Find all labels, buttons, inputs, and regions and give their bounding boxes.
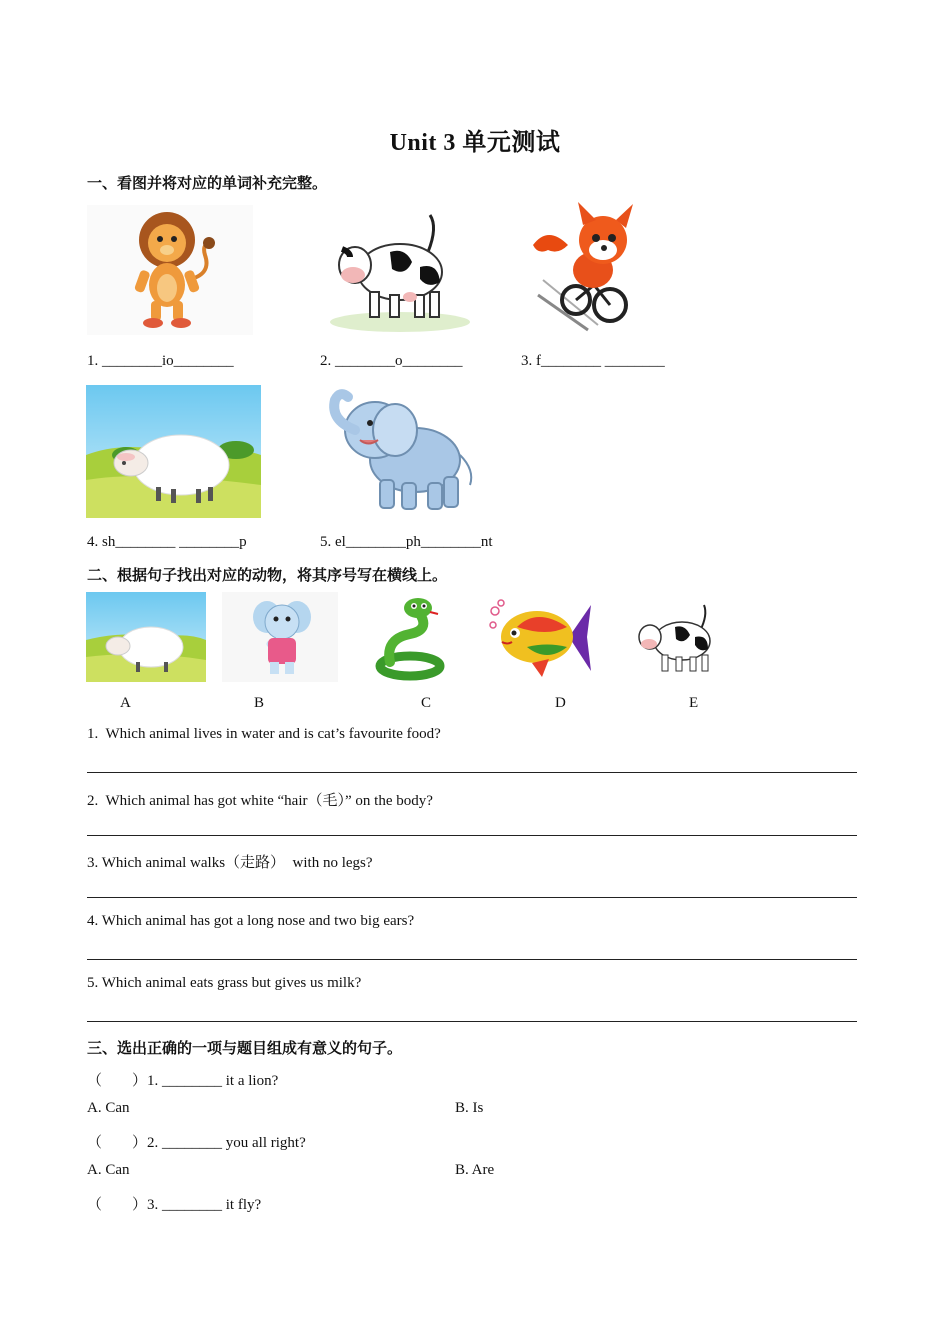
question-3-1: （ ）1. ________ it a lion? bbox=[87, 1073, 279, 1089]
option-letter-c: C bbox=[421, 695, 432, 711]
word-blank-5: 5. el________ph________nt bbox=[320, 534, 493, 550]
section-2-heading: 二、根据句子找出对应的动物，将其序号写在横线上。 bbox=[87, 566, 448, 584]
section-3-heading: 三、选出正确的一项与题目组成有意义的句子。 bbox=[87, 1039, 403, 1057]
lion-picture bbox=[87, 205, 253, 335]
option-letter-e: E bbox=[689, 695, 699, 711]
section-1-heading: 一、看图并将对应的单词补充完整。 bbox=[87, 174, 328, 192]
cow-picture bbox=[320, 207, 480, 335]
answer-line-2-4[interactable] bbox=[87, 959, 857, 960]
sheep-picture bbox=[86, 385, 261, 518]
answer-line-2-1[interactable] bbox=[87, 772, 857, 773]
fox-on-bicycle-picture bbox=[528, 200, 653, 335]
option-3-1-b[interactable]: B. Is bbox=[455, 1100, 484, 1116]
answer-line-2-3[interactable] bbox=[87, 897, 857, 898]
question-2-1: 1. Which animal lives in water and is cat’s favourite food? bbox=[87, 726, 441, 742]
option-e-cow-picture bbox=[620, 599, 730, 679]
word-blank-4: 4. sh________ ________p bbox=[87, 534, 247, 550]
option-d-fish-picture bbox=[487, 597, 591, 679]
word-blank-2: 2. ________o________ bbox=[320, 353, 463, 369]
question-2-3: 3. Which animal walks（走路） with no legs? bbox=[87, 855, 373, 871]
word-blank-1: 1. ________io________ bbox=[87, 353, 234, 369]
answer-line-2-5[interactable] bbox=[87, 1021, 857, 1022]
option-c-snake-picture bbox=[370, 594, 450, 682]
question-3-2: （ ）2. ________ you all right? bbox=[87, 1135, 306, 1151]
question-2-4: 4. Which animal has got a long nose and two big ears? bbox=[87, 913, 415, 929]
question-3-3: （ ）3. ________ it fly? bbox=[87, 1197, 262, 1213]
option-letter-d: D bbox=[555, 695, 566, 711]
option-3-1-a[interactable]: A. Can bbox=[87, 1100, 130, 1116]
answer-line-2-2[interactable] bbox=[87, 835, 857, 836]
question-2-5: 5. Which animal eats grass but gives us milk? bbox=[87, 975, 362, 991]
option-a-sheep-picture bbox=[86, 592, 206, 682]
option-3-2-a[interactable]: A. Can bbox=[87, 1162, 130, 1178]
word-blank-3: 3. f________ ________ bbox=[521, 353, 665, 369]
page-title: Unit 3 单元测试 bbox=[389, 130, 561, 156]
elephant-picture bbox=[320, 385, 482, 518]
option-letter-b: B bbox=[254, 695, 265, 711]
option-letter-a: A bbox=[120, 695, 131, 711]
option-b-elephant-picture bbox=[222, 592, 338, 682]
option-3-2-b[interactable]: B. Are bbox=[455, 1162, 495, 1178]
question-2-2: 2. Which animal has got white “hair（毛）” on the body? bbox=[87, 793, 433, 809]
